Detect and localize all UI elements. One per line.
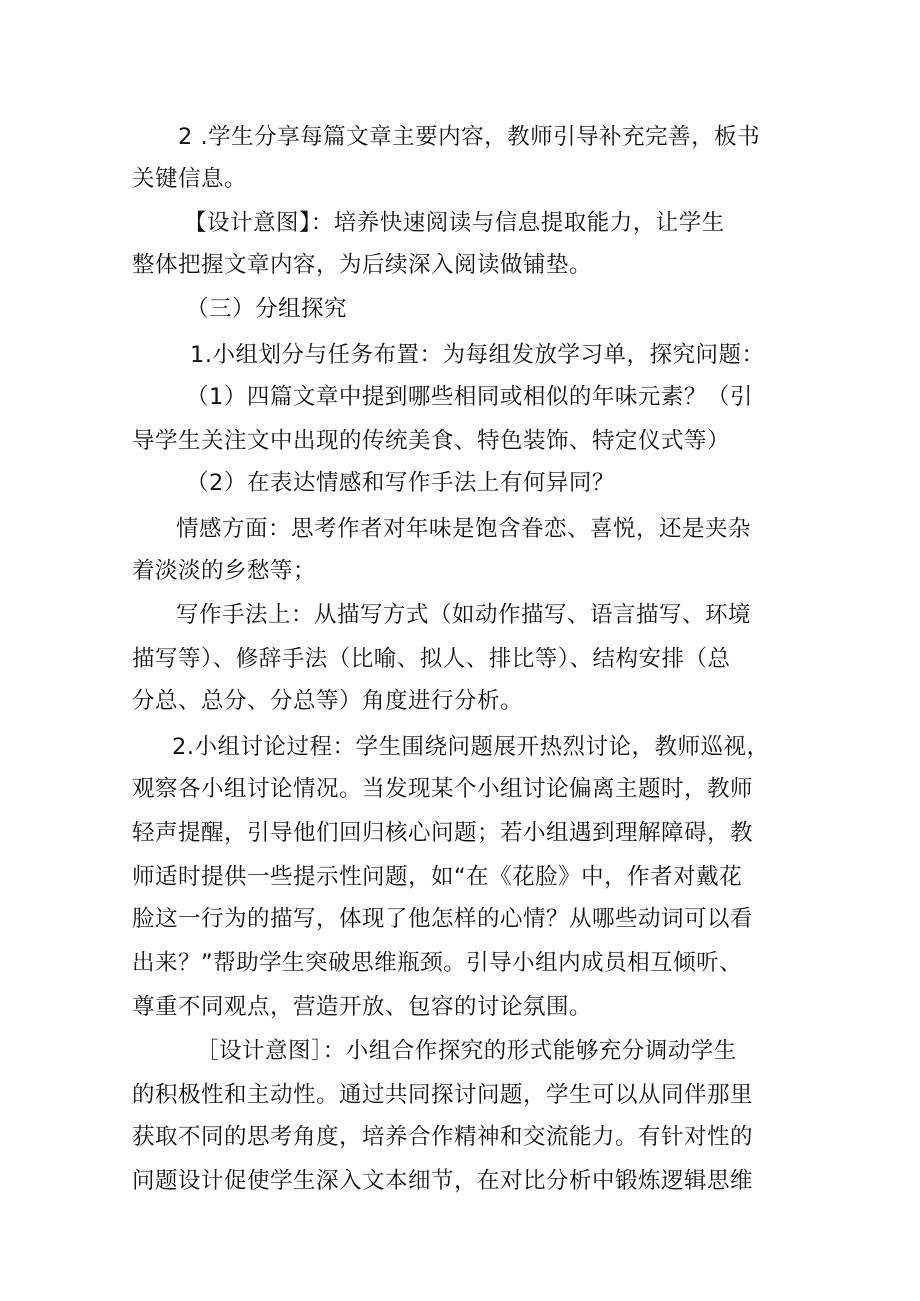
paragraph-line: 观察各小组讨论情况。当发现某个小组讨论偏离主题时，教师 — [132, 776, 754, 802]
paragraph-line: 着淡淡的乡愁等； — [132, 558, 317, 584]
paragraph-line: 轻声提醒，引导他们回归核心问题；若小组遇到理解障碍，教 — [132, 820, 754, 846]
paragraph-line: 师适时提供一些提示性问题，如“在《花脸》中，作者对戴花 — [132, 864, 743, 890]
paragraph-line: 2.小组讨论过程：学生围绕问题展开热烈讨论，教师巡视， — [172, 734, 770, 760]
paragraph-line: 脸这一行为的描写，体现了他怎样的心情？从哪些动词可以看 — [132, 906, 754, 932]
paragraph-line: 2 .学生分享每篇文章主要内容，教师引导补充完善，板书 — [178, 124, 761, 150]
design-intent-line: 获取不同的思考角度，培养合作精神和交流能力。有针对性的 — [132, 1124, 754, 1150]
design-intent-line: ［设计意图］：小组合作探究的形式能够充分调动学生 — [196, 1038, 737, 1064]
question-line: （2）在表达情感和写作手法上有何异同？ — [186, 470, 615, 496]
paragraph-line: 分总、总分、分总等）角度进行分析。 — [132, 688, 524, 714]
question-line: 导学生关注文中出现的传统美食、特色装饰、特定仪式等） — [132, 428, 731, 454]
design-intent-line: 的积极性和主动性。通过共同探讨问题，学生可以从同伴那里 — [132, 1082, 754, 1108]
paragraph-line: 1.小组划分与任务布置：为每组发放学习单，探究问题： — [190, 342, 765, 368]
paragraph-line: 尊重不同观点，营造开放、包容的讨论氛围。 — [132, 994, 593, 1020]
question-line: （1）四篇文章中提到哪些相同或相似的年味元素？（引 — [186, 384, 753, 410]
design-intent-line: 整体把握文章内容，为后续深入阅读做铺垫。 — [132, 252, 593, 278]
design-intent-line: 【设计意图】：培养快速阅读与信息提取能力，让学生 — [184, 210, 725, 236]
section-heading: （三）分组探究 — [186, 296, 348, 322]
paragraph-line: 写作手法上：从描写方式（如动作描写、语言描写、环境 — [176, 602, 752, 628]
paragraph-line: 情感方面：思考作者对年味是饱含眷恋、喜悦，还是夹杂 — [176, 516, 752, 542]
paragraph-line: 关键信息。 — [132, 166, 248, 192]
design-intent-line: 问题设计促使学生深入文本细节，在对比分析中锻炼逻辑思维 — [132, 1168, 754, 1194]
paragraph-line: 描写等）、修辞手法（比喻、拟人、排比等）、结构安排（总 — [132, 646, 731, 672]
paragraph-line: 出来？”帮助学生突破思维瓶颈。引导小组内成员相互倾听、 — [132, 950, 743, 976]
